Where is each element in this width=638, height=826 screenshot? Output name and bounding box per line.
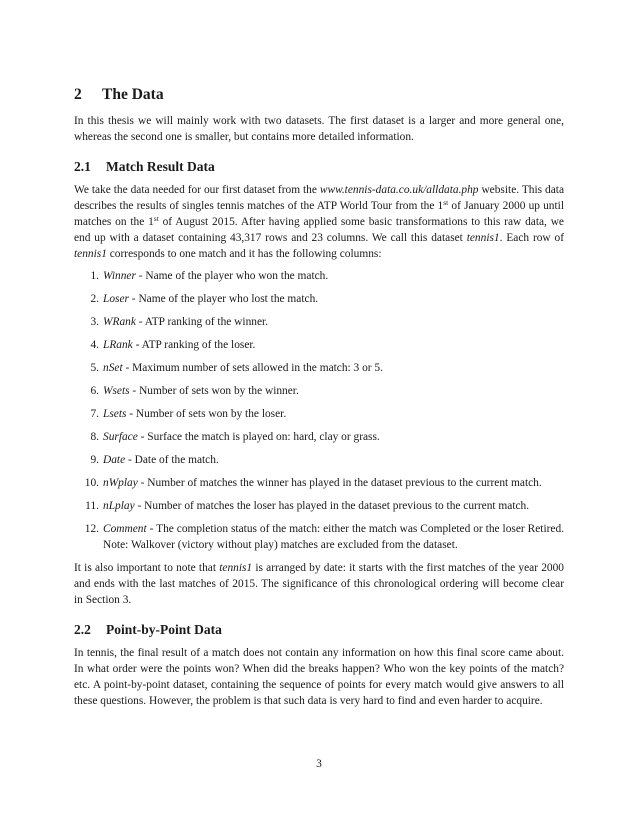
column-description: - ATP ranking of the winner. — [135, 316, 269, 328]
page-number: 3 — [316, 758, 322, 770]
point-by-point-paragraph: In tennis, the final result of a match does not contain any information on how this final score came about. In what order were the points won? When did the breaks happen? Who won the key points of the match? etc. A point-by-point dataset, containing the sequence of points for every match would give answers to all these questions. However, the problem is that such data is very hard to find and even harder to acquire. — [74, 647, 564, 707]
list-item — [74, 498, 564, 514]
column-name: Surface — [103, 431, 138, 443]
item-number: 10. — [84, 477, 99, 489]
intro-paragraph: In this thesis we will mainly work with two datasets. The first dataset is a larger and more general one, whereas the second one is smaller, but contains more detailed information. — [74, 115, 564, 143]
text-run: . Each row of — [499, 232, 565, 244]
match-result-paragraph — [74, 182, 564, 262]
subsection-title: Point-by-Point Data — [106, 622, 222, 637]
subsection-heading-point-by-point — [74, 622, 564, 638]
page-content — [74, 86, 564, 709]
column-description: - Number of matches the winner has played in the dataset previous to the current match. — [137, 477, 542, 489]
subsection-number: 2.2 — [74, 622, 91, 637]
column-name: WRank — [103, 316, 136, 328]
text-run: of August 2015. After having applied some basic transformations to this raw data, we end up with a dataset containing 43,317 rows and 23 columns. We call this dataset — [74, 216, 564, 244]
item-number: 4. — [90, 339, 99, 351]
list-item — [74, 406, 564, 422]
column-name: Loser — [103, 293, 129, 305]
subsection-title: Match Result Data — [106, 159, 215, 174]
column-name: nWplay — [103, 477, 138, 489]
column-description: - Name of the player who lost the match. — [128, 293, 319, 305]
list-item — [74, 475, 564, 491]
section-number: 2 — [74, 86, 82, 103]
column-description: - Number of sets won by the loser. — [126, 408, 287, 420]
column-list — [74, 268, 564, 553]
column-name: Winner — [103, 270, 136, 282]
column-name: Date — [103, 454, 126, 466]
item-number: 3. — [90, 316, 99, 328]
column-name: nLplay — [103, 500, 135, 512]
text-run: It is also important to note that — [74, 562, 220, 574]
dataset-name: tennis1 — [466, 232, 500, 244]
subsection-heading-match-result — [74, 159, 564, 175]
item-number: 1. — [90, 270, 99, 282]
ordinal-suffix: st — [153, 214, 159, 223]
column-description: - Name of the player who won the match. — [135, 270, 329, 282]
item-number: 11. — [85, 500, 99, 512]
list-item — [74, 268, 564, 284]
list-item — [74, 429, 564, 445]
item-number: 12. — [84, 523, 99, 535]
item-number: 2. — [90, 293, 99, 305]
ordinal-suffix: st — [443, 198, 449, 207]
column-name: Comment — [103, 523, 147, 535]
list-item — [74, 383, 564, 399]
item-number: 8. — [90, 431, 99, 443]
list-item — [74, 291, 564, 307]
column-description: - Number of sets won by the winner. — [129, 385, 299, 397]
column-name: Lsets — [103, 408, 127, 420]
column-description: - Surface the match is played on: hard, clay or grass. — [137, 431, 380, 443]
text-run: We take the data needed for our first dataset from the — [74, 184, 320, 196]
column-name: Wsets — [103, 385, 130, 397]
column-description: - Date of the match. — [125, 454, 219, 466]
column-description: - ATP ranking of the loser. — [132, 339, 256, 351]
item-number: 6. — [90, 385, 99, 397]
list-item — [74, 360, 564, 376]
item-number: 5. — [90, 362, 99, 374]
item-number: 7. — [90, 408, 99, 420]
dataset-name: tennis1 — [219, 562, 253, 574]
section-title: The Data — [102, 86, 164, 103]
dataset-name: tennis1 — [74, 248, 107, 260]
text-run: website. This data describes the results of singles tennis matches of the ATP World Tour from the 1 — [74, 184, 565, 212]
item-number: 9. — [90, 454, 99, 466]
section-heading — [74, 86, 564, 104]
list-item — [74, 314, 564, 330]
column-name: LRank — [103, 339, 133, 351]
list-item — [74, 521, 564, 553]
list-item — [74, 452, 564, 468]
column-description: - Maximum number of sets allowed in the match: 3 or 5. — [122, 362, 383, 374]
column-name: nSet — [103, 362, 123, 374]
column-description: - Number of matches the loser has played in the dataset previous to the current match. — [134, 500, 530, 512]
list-item — [74, 337, 564, 353]
ordering-paragraph — [74, 560, 564, 608]
column-description: - The completion status of the match: either the match was Completed or the loser Retired. Note: Walkover (victory without play) matches are excluded from the dataset. — [103, 523, 564, 551]
text-run: is arranged by date: it starts with the first matches of the year 2000 and ends with the last matches of 2015. The significance of this chronological ordering will become clear in Section 3. — [74, 562, 565, 606]
text-run: corresponds to one match and it has the following columns: — [106, 248, 382, 260]
subsection-number: 2.1 — [74, 159, 91, 174]
source-url: www.tennis-data.co.uk/alldata.php — [319, 184, 479, 196]
text-run: of January 2000 up until matches on the 1 — [74, 200, 564, 228]
